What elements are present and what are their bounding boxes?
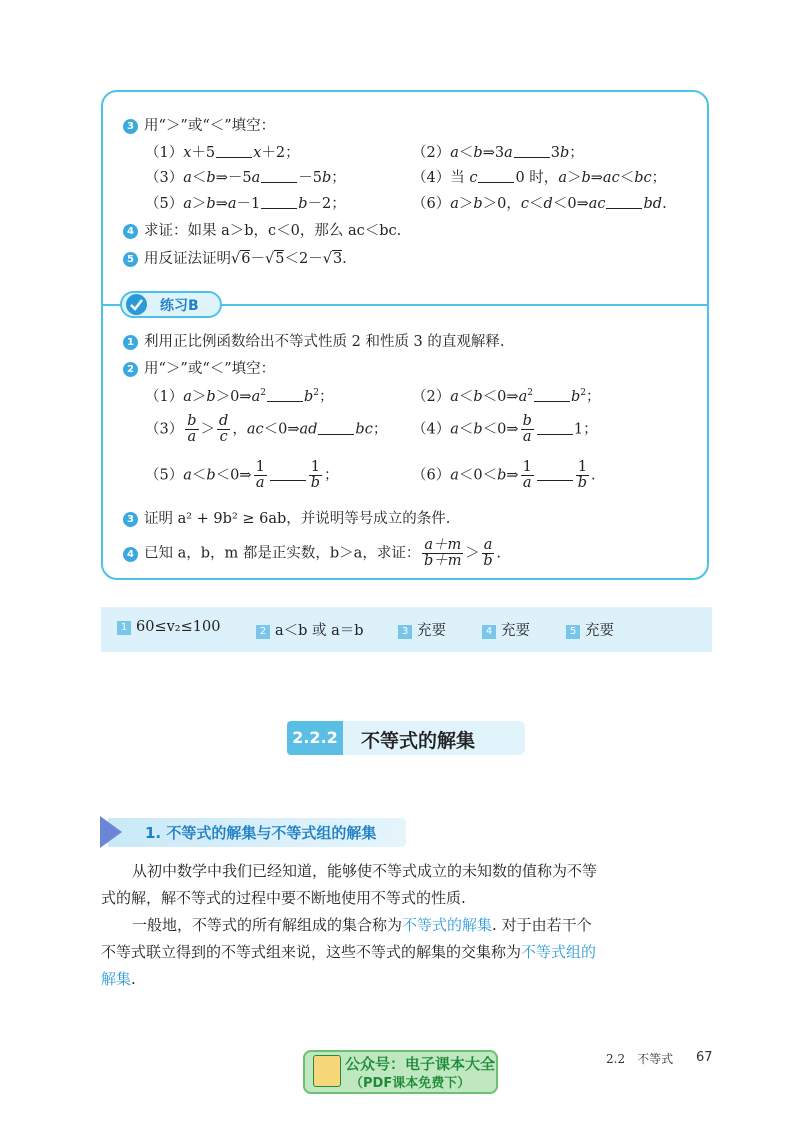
q3-item-3: （3）a＜b⇒－5a －5b；: [145, 170, 346, 186]
answer-1: 1 60≤v₂≤100: [117, 619, 220, 635]
exercise-b-q1: 1 利用正比例函数给出不等式性质 2 和性质 3 的直观解释.: [123, 330, 505, 351]
practice-b-label: 练习B: [160, 298, 199, 314]
q2-item-4: （4）a＜b＜0⇒ $\frac{b}{a}$ 1；: [412, 413, 598, 445]
exercise-b-q3: 3 证明 a² + 9b² ≥ 6ab，并说明等号成立的条件.: [123, 507, 450, 528]
q2-item-5: （5）a＜b＜0⇒ $\frac{1}{a}$ $\frac{1}{b}$ ；: [145, 459, 339, 491]
term-system-solution-set: 不等式组的: [521, 943, 597, 961]
answer-3: 3 充要: [398, 619, 446, 640]
page-number: 67: [696, 1050, 713, 1065]
q2-item-1: $(1)a>b>0\Rightarrow a^2$ $b^2$；: [145, 388, 334, 405]
paragraph-2-line-1: 一般地，不等式的所有解组成的集合称为不等式的解集. 对于由若干个: [132, 916, 592, 934]
section-title: 不等式的解集: [361, 730, 476, 752]
exercise-b-q4: 4 已知 a，b，m 都是正实数，b＞a，求证： $\frac{a+m}{b+m}$ ＞ $\frac{a}{b}$ .: [123, 538, 501, 569]
q3-item-6: （6）a＞b＞0，c＜d＜0⇒ac bd.: [412, 196, 667, 212]
badge-line-2: （PDF课本免费下）: [350, 1076, 471, 1091]
answer-2: 2 a＜b 或 a＝b: [256, 619, 364, 640]
exercise-a-q3: 3 用“＞”或“＜”填空：: [123, 114, 275, 135]
paragraph-2-line-2: 不等式联立得到的不等式组来说，这些不等式的解集的交集称为不等式组的: [101, 943, 597, 961]
q2-item-6: （6）a＜0＜b⇒ $\frac{1}{a}$ $\frac{1}{b}$ .: [412, 459, 596, 491]
exercise-a-q5: 5 用反证法证明√6－√5＜2－√3.: [123, 247, 347, 268]
q3-item-5: （5）a＞b⇒a－1 b－2；: [145, 196, 346, 212]
arrow-icon: [100, 816, 122, 848]
exercise-b-q2: 2 用“＞”或“＜”填空：: [123, 357, 275, 378]
subsection-title: 1. 不等式的解集与不等式组的解集: [145, 824, 377, 842]
answer-4: 4 充要: [482, 619, 530, 640]
q3-item-2: （2）a＜b⇒3a 3b；: [412, 145, 584, 161]
pencil-check-icon: [126, 294, 147, 315]
paragraph-2-line-3: 解集.: [101, 970, 136, 988]
answer-5: 5 充要: [566, 619, 614, 640]
book-icon: [313, 1055, 341, 1087]
q3-item-4: （4）当 c 0 时，a＞b⇒ac＜bc；: [412, 170, 667, 186]
q2-item-2: $(2)a<b<0\Rightarrow a^2$ $b^2$；: [412, 388, 601, 405]
footer-chapter: 2.2 不等式: [606, 1052, 674, 1066]
paragraph-1-line-2: 式的解，解不等式的过程中要不断地使用不等式的性质.: [101, 889, 466, 907]
q3-item-1: （1）x＋5 x＋2；: [145, 145, 300, 161]
exercise-a-q4: 4 求证：如果 a＞b，c＜0，那么 ac＜bc.: [123, 219, 401, 240]
paragraph-1-line-1: 从初中数学中我们已经知道，能够使不等式成立的未知数的值称为不等: [132, 862, 598, 880]
badge-line-1: 公众号：电子课本大全: [345, 1055, 496, 1073]
q2-item-3: （3） $\frac{b}{a}$ ＞ $\frac{d}{c}$ ，ac＜0⇒ad bc；: [145, 413, 388, 445]
term-solution-set: 不等式的解集: [402, 916, 493, 934]
section-number: 2.2.2: [287, 721, 343, 755]
